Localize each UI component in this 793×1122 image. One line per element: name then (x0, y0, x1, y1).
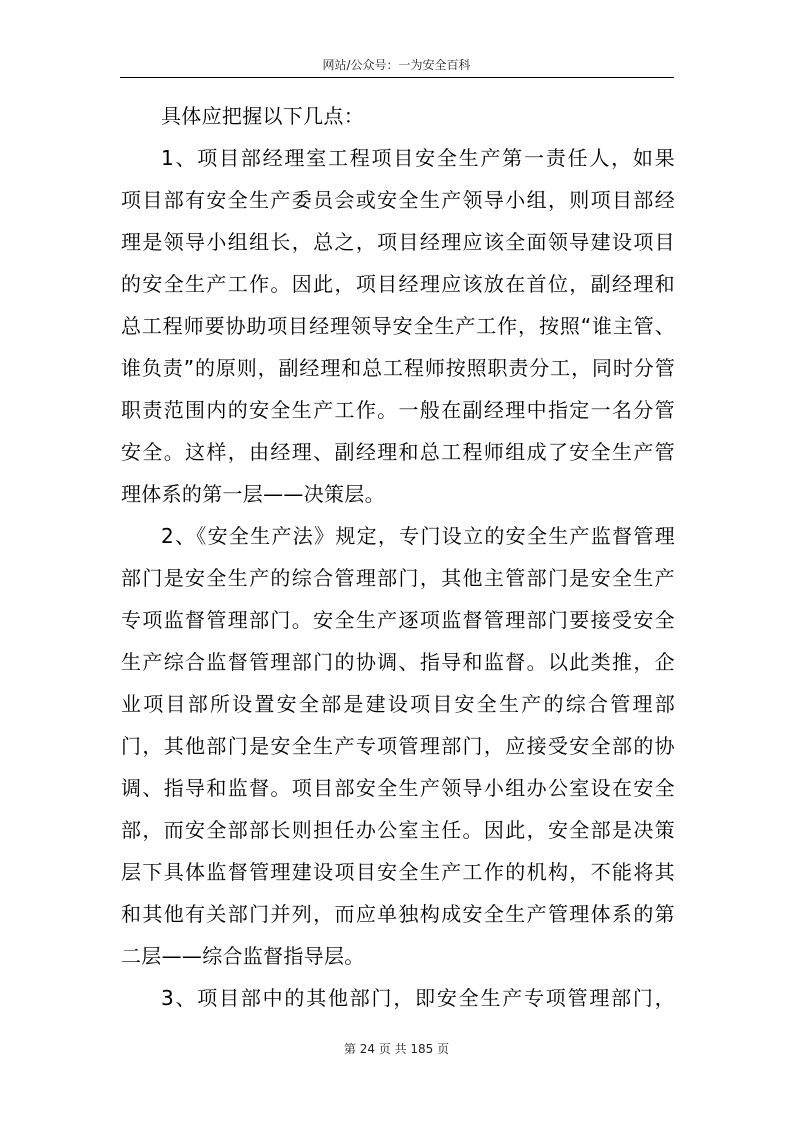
body-line: 业项目部所设置安全部是建设项目安全生产的综合管理部 (121, 692, 675, 716)
body-line: 1、项目部经理室工程项目安全生产第一责任人，如果 (161, 146, 675, 170)
body-line: 二层——综合监督指导层。 (121, 944, 365, 968)
body-line: 生产综合监督管理部门的协调、指导和监督。以此类推，企 (121, 650, 675, 674)
header-divider (120, 77, 674, 78)
body-line: 项目部有安全生产委员会或安全生产领导小组，则项目部经 (121, 188, 675, 212)
body-line: 层下具体监督管理建设项目安全生产工作的机构，不能将其 (121, 860, 675, 884)
body-line: 职责范围内的安全生产工作。一般在副经理中指定一名分管 (121, 398, 675, 422)
body-line: 专项监督管理部门。安全生产逐项监督管理部门要接受安全 (121, 608, 675, 632)
body-line: 谁负责”的原则，副经理和总工程师按照职责分工，同时分管 (121, 356, 675, 380)
document-body (121, 95, 675, 1019)
body-line: 2、《安全生产法》规定，专门设立的安全生产监督管理 (161, 524, 675, 548)
body-line: 总工程师要协助项目经理领导安全生产工作，按照“谁主管、 (121, 314, 675, 338)
page-header: 网站/公众号：一为安全百科 (322, 58, 471, 72)
body-line: 部，而安全部部长则担任办公室主任。因此，安全部是决策 (121, 818, 675, 842)
body-line: 具体应把握以下几点： (161, 104, 364, 128)
body-line: 安全。这样，由经理、副经理和总工程师组成了安全生产管 (121, 440, 675, 464)
body-line: 部门是安全生产的综合管理部门，其他主管部门是安全生产 (121, 566, 675, 590)
body-line: 理是领导小组组长，总之，项目经理应该全面领导建设项目 (121, 230, 675, 254)
body-line: 和其他有关部门并列，而应单独构成安全生产管理体系的第 (121, 902, 675, 926)
body-line: 的安全生产工作。因此，项目经理应该放在首位，副经理和 (121, 272, 675, 296)
body-line: 调、指导和监督。项目部安全生产领导小组办公室设在安全 (121, 776, 675, 800)
body-line: 门，其他部门是安全生产专项管理部门，应接受安全部的协 (121, 734, 675, 758)
body-line: 3、项目部中的其他部门，即安全生产专项管理部门， (161, 986, 675, 1010)
body-line: 理体系的第一层——决策层。 (121, 482, 385, 506)
page-footer: 第 24 页 共 185 页 (343, 1042, 450, 1056)
